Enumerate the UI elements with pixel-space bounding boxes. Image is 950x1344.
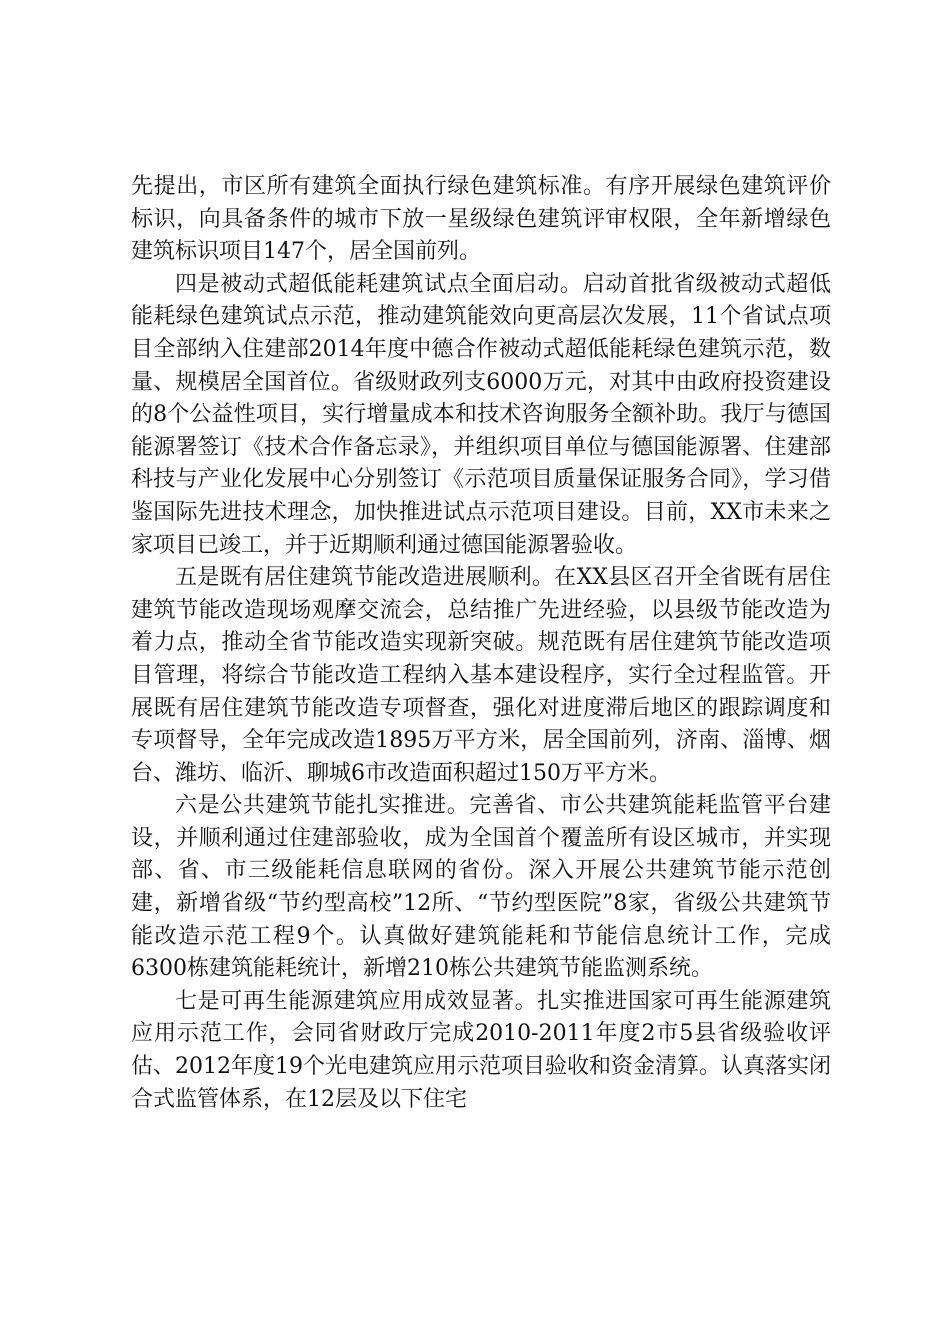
document-body xyxy=(131,171,831,1116)
paragraph-public-building-efficiency: 六是公共建筑节能扎实推进。完善省、市公共建筑能耗监管平台建设，并顺利通过住建部验收，成为全国首个覆盖所有设区城市，并实现部、省、市三级能耗信息联网的省份。深入开展公共建筑节能示范创建，新增省级“节约型高校”12所、“节约型医院”8家，省级公共建筑节能改造示范工程9个。认真做好建筑能耗和节能信息统计工作，完成6300栋建筑能耗统计，新增210栋公共建筑节能监测系统。 xyxy=(131,793,831,982)
paragraph-green-building-continued: 先提出，市区所有建筑全面执行绿色建筑标准。有序开展绿色建筑评价标识，向具备条件的城市下放一星级绿色建筑评审权限，全年新增绿色建筑标识项目147个，居全国前列。 xyxy=(131,174,831,265)
paragraph-residential-retrofit: 五是既有居住建筑节能改造进展顺利。在XX县区召开全省既有居住建筑节能改造现场观摩交流会，总结推广先进经验，以县级节能改造为着力点，推动全省节能改造实现新突破。规范既有居住建筑节能改造项目管理，将综合节能改造工程纳入基本建设程序，实行全过程监管。开展既有居住建筑节能改造专项督查，强化对进度滞后地区的跟踪调度和专项督导，全年完成改造1895万平方米，居全国前列，济南、淄博、烟台、潍坊、临沂、聊城6市改造面积超过150万平方米。 xyxy=(131,565,831,786)
paragraph-renewable-energy: 七是可再生能源建筑应用成效显著。扎实推进国家可再生能源建筑应用示范工作，会同省财政厅完成2010-2011年度2市5县省级验收评估、2012年度19个光电建筑应用示范项目验收和资金清算。认真落实闭合式监管体系，在12层及以下住宅 xyxy=(131,988,831,1112)
paragraph-passive-ultra-low-energy: 四是被动式超低能耗建筑试点全面启动。启动首批省级被动式超低能耗绿色建筑试点示范，推动建筑能效向更高层次发展，11个省试点项目全部纳入住建部2014年度中德合作被动式超低能耗绿色建筑示范，数量、规模居全国首位。省级财政列支6000万元，对其中由政府投资建设的8个公益性项目，实行增量成本和技术咨询服务全额补助。我厅与德国能源署签订《技术合作备忘录》，并组织项目单位与德国能源署、住建部科技与产业化发展中心分别签订《示范项目质量保证服务合同》，学习借鉴国际先进技术理念，加快推进试点示范项目建设。目前，XX市未来之家项目已竣工，并于近期顺利通过德国能源署验收。 xyxy=(131,271,831,558)
